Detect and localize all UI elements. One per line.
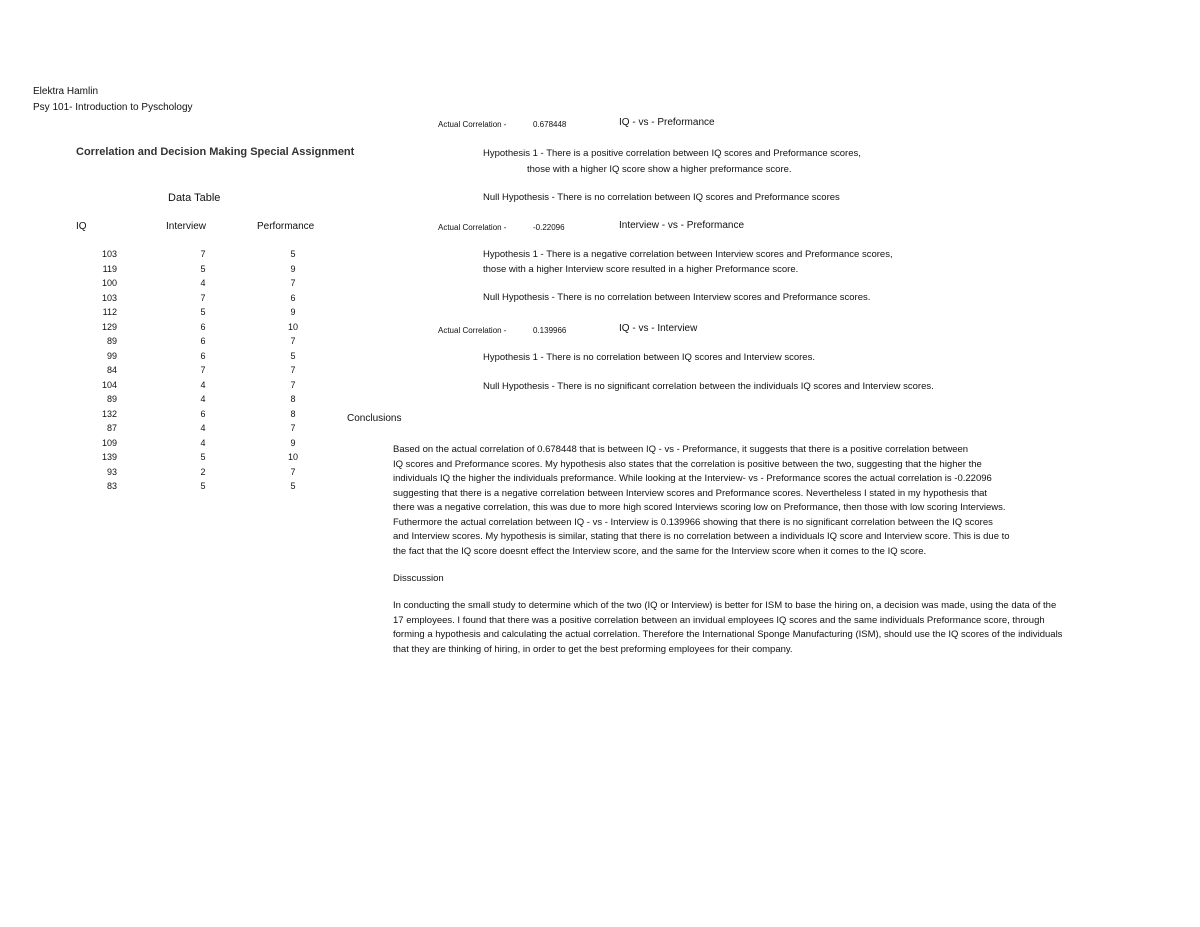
column-header-iq: IQ bbox=[76, 221, 87, 232]
table-row bbox=[0, 393, 330, 407]
iq-cell: 87 bbox=[106, 423, 117, 433]
interview-cell: 6 bbox=[200, 336, 206, 346]
column-header-interview: Interview bbox=[166, 221, 207, 232]
column-header-performance: Performance bbox=[257, 221, 315, 232]
iq-cell: 83 bbox=[106, 481, 117, 491]
performance-cell: 7 bbox=[290, 365, 296, 375]
table-row bbox=[0, 480, 330, 494]
iq-cell: 84 bbox=[106, 365, 117, 375]
performance-cell: 5 bbox=[290, 350, 296, 361]
performance-cell: 7 bbox=[290, 466, 296, 477]
discussion-line: 17 employees. I found that there was a positive correlation between an invidual employees IQ scores and the same individuals Preformance score, through bbox=[393, 614, 1045, 626]
correlation-value: 0.678448 bbox=[533, 120, 567, 129]
interview-cell: 6 bbox=[200, 408, 206, 419]
correlation-label: Actual Correlation - bbox=[438, 326, 507, 335]
performance-cell: 8 bbox=[290, 408, 296, 419]
conclusions-line: suggesting that there is a negative correlation between Interview scores and Preformance scores. Nevertheless I stated in my hypothesis that bbox=[393, 487, 988, 499]
null-hypothesis: Null Hypothesis - There is no correlation between IQ scores and Preformance scores bbox=[483, 192, 840, 203]
performance-cell: 7 bbox=[290, 336, 296, 346]
iq-cell: 109 bbox=[101, 437, 117, 448]
table-row bbox=[0, 422, 330, 436]
null-hypothesis: Null Hypothesis - There is no significant correlation between the individuals IQ scores and Interview scores. bbox=[483, 381, 934, 392]
iq-cell: 103 bbox=[101, 292, 117, 303]
discussion-line: In conducting the small study to determine which of the two (IQ or Interview) is better for ISM to base the hiring on, a decision was made, using the data of the bbox=[393, 600, 1057, 611]
discussion-line: forming a hypothesis and calculating the actual correlation. Therefore the International Sponge Manufacturing (ISM), should use the IQ scores of the individuals bbox=[393, 629, 1063, 640]
correlation-label: Actual Correlation - bbox=[438, 120, 507, 129]
discussion-paragraph bbox=[393, 599, 1062, 657]
iq-cell: 89 bbox=[106, 394, 117, 404]
null-hypothesis: Null Hypothesis - There is no correlation between Interview scores and Preformance scores. bbox=[483, 292, 871, 303]
conclusions-line: Futhermore the actual correlation between IQ - vs - Interview is 0.139966 showing that there is no significant correlation between the IQ scores bbox=[393, 516, 993, 528]
table-row bbox=[0, 335, 330, 349]
performance-cell: 7 bbox=[290, 379, 296, 390]
performance-cell: 10 bbox=[287, 452, 298, 462]
hypothesis-line: Hypothesis 1 - There is no correlation between IQ scores and Interview scores. bbox=[483, 352, 815, 363]
conclusions-line: IQ scores and Preformance scores. My hypothesis also states that the correlation is positive between the two, suggesting that the higher the bbox=[393, 458, 982, 470]
table-row bbox=[0, 451, 330, 465]
comparison-title: Interview - vs - Preformance bbox=[619, 220, 745, 231]
table-row bbox=[0, 292, 330, 306]
iq-cell: 119 bbox=[102, 263, 117, 274]
interview-cell: 4 bbox=[200, 437, 206, 448]
table-row bbox=[0, 277, 330, 291]
performance-cell: 8 bbox=[290, 394, 296, 404]
table-row bbox=[0, 408, 330, 422]
interview-cell: 4 bbox=[200, 278, 206, 288]
iq-cell: 132 bbox=[101, 408, 117, 419]
performance-cell: 5 bbox=[290, 249, 296, 259]
conclusions-line: Based on the actual correlation of 0.678448 that is between IQ - vs - Preformance, it suggests that there is a positive correlation between bbox=[393, 444, 969, 455]
interview-cell: 7 bbox=[200, 292, 206, 303]
interview-cell: 6 bbox=[200, 350, 206, 361]
interview-cell: 6 bbox=[200, 321, 206, 332]
comparison-title: IQ - vs - Interview bbox=[619, 323, 698, 334]
interview-cell: 2 bbox=[200, 466, 206, 477]
interview-cell: 4 bbox=[200, 394, 206, 404]
conclusions-line: the fact that the IQ score doesnt effect the Interview score, and the same for the Interview score when it comes to the IQ score. bbox=[393, 545, 927, 557]
hypothesis-line: those with a higher IQ score show a higher preformance score. bbox=[527, 164, 792, 175]
table-caption: Data Table bbox=[168, 192, 221, 204]
table-row bbox=[0, 321, 330, 335]
performance-cell: 10 bbox=[287, 321, 298, 332]
discussion-heading: Disscussion bbox=[393, 573, 444, 584]
iq-cell: 103 bbox=[101, 249, 117, 259]
iq-cell: 100 bbox=[101, 278, 117, 288]
performance-cell: 7 bbox=[290, 423, 296, 433]
conclusions-paragraph bbox=[393, 443, 1010, 559]
interview-cell: 5 bbox=[200, 452, 206, 462]
interview-cell: 4 bbox=[200, 423, 206, 433]
author-name: Elektra Hamlin bbox=[33, 86, 99, 97]
table-row bbox=[0, 364, 330, 378]
performance-cell: 9 bbox=[290, 263, 296, 274]
interview-cell: 7 bbox=[200, 365, 206, 375]
iq-cell: 112 bbox=[102, 307, 117, 317]
discussion-line: that they are thinking of hiring, in order to get the best preforming employees for their company. bbox=[393, 643, 793, 655]
correlation-value: 0.139966 bbox=[533, 326, 567, 335]
conclusions-line: individuals IQ the higher the individuals preformance. While looking at the Interview- vs - Preformance scores the actual correlation is -0.22096 bbox=[393, 473, 992, 484]
conclusions-line: and Interview scores. My hypothesis is similar, stating that there is no correlation between a individuals IQ score and Interview score. This is due to bbox=[393, 531, 1010, 542]
iq-cell: 93 bbox=[106, 466, 117, 477]
correlation-value: -0.22096 bbox=[533, 223, 565, 232]
interview-cell: 4 bbox=[200, 379, 206, 390]
performance-cell: 5 bbox=[290, 481, 296, 491]
hypothesis-line: Hypothesis 1 - There is a negative correlation between Interview scores and Preformance scores, bbox=[483, 249, 893, 260]
interview-cell: 5 bbox=[200, 481, 206, 491]
iq-cell: 89 bbox=[106, 336, 117, 346]
correlation-label: Actual Correlation - bbox=[438, 223, 507, 232]
performance-cell: 9 bbox=[290, 307, 296, 317]
conclusions-line: there was a negative correlation, this was due to more high scored Interviews scoring low on Preformance, then those with low scoring Interviews. bbox=[393, 502, 1006, 513]
interview-cell: 5 bbox=[200, 263, 206, 274]
interview-cell: 7 bbox=[200, 249, 206, 259]
iq-cell: 99 bbox=[106, 350, 117, 361]
performance-cell: 9 bbox=[290, 437, 296, 448]
performance-cell: 7 bbox=[290, 278, 296, 288]
performance-cell: 6 bbox=[290, 292, 296, 303]
table-row bbox=[0, 350, 330, 364]
hypothesis-line: Hypothesis 1 - There is a positive correlation between IQ scores and Preformance scores, bbox=[483, 148, 861, 159]
table-row bbox=[0, 306, 330, 320]
iq-cell: 139 bbox=[101, 452, 117, 462]
table-row bbox=[0, 437, 330, 451]
conclusions-heading: Conclusions bbox=[347, 413, 402, 424]
iq-cell: 129 bbox=[101, 321, 117, 332]
course-name: Psy 101- Introduction to Pyschology bbox=[33, 102, 193, 113]
interview-cell: 5 bbox=[200, 307, 206, 317]
comparison-title: IQ - vs - Preformance bbox=[619, 117, 715, 128]
table-row bbox=[0, 466, 330, 480]
hypothesis-line: those with a higher Interview score resulted in a higher Preformance score. bbox=[483, 264, 799, 275]
table-row bbox=[0, 263, 330, 277]
iq-cell: 104 bbox=[101, 379, 117, 390]
table-row bbox=[0, 379, 330, 393]
assignment-title: Correlation and Decision Making Special Assignment bbox=[76, 146, 355, 158]
table-row bbox=[0, 248, 330, 262]
